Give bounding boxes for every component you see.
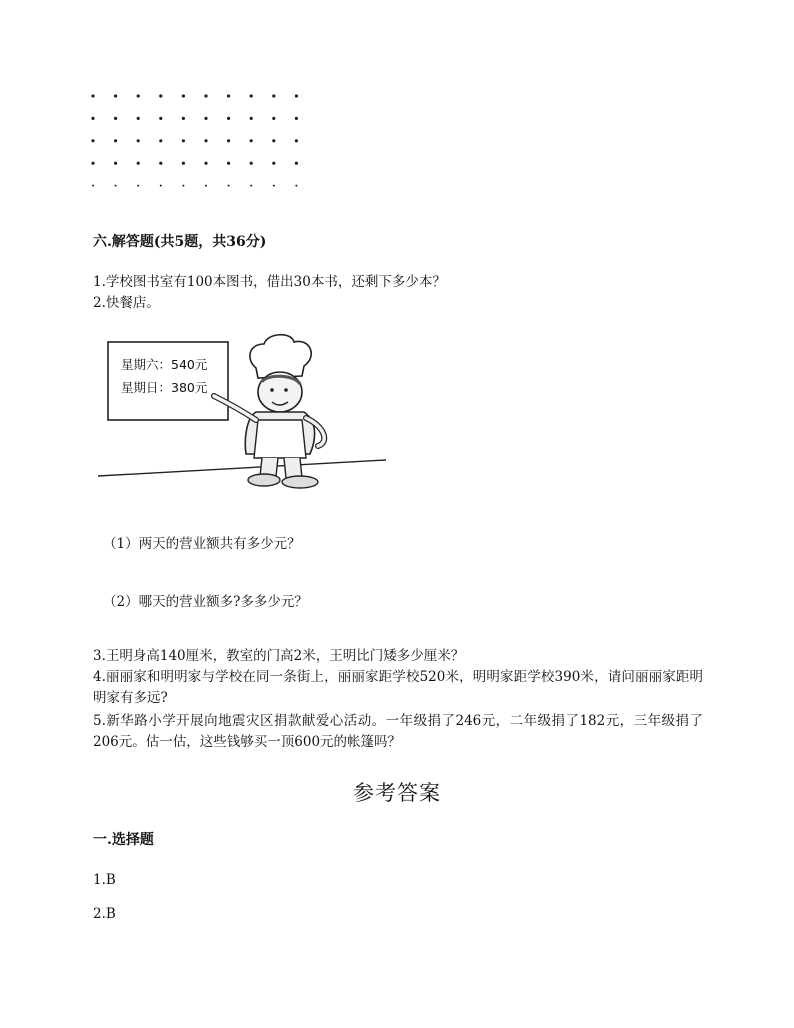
answer-key-title: 参考答案 — [353, 781, 441, 805]
grid-dot — [250, 94, 253, 97]
grid-dot — [137, 94, 140, 97]
grid-dot — [250, 185, 252, 187]
question-5: 5.新华路小学开展向地震灾区捐款献爱心活动。一年级捐了246元，二年级捐了182元，三年级捐了206元。估一估，这些钱够买一顶600元的帐篷吗？ — [93, 713, 703, 750]
grid-dot — [114, 139, 117, 142]
grid-dot — [137, 139, 140, 142]
grid-dot — [159, 94, 162, 97]
grid-dot — [295, 139, 298, 142]
question-4: 4.丽丽家和明明家与学校在同一条街上，丽丽家距学校520米，明明家距学校390米，请问丽丽家距明明家有多远? — [93, 669, 703, 706]
sign-line-saturday: 星期六：540元 — [121, 357, 208, 372]
grid-dot — [182, 139, 185, 142]
grid-dot — [92, 185, 94, 187]
grid-dot — [159, 117, 162, 120]
grid-dot — [295, 185, 297, 187]
grid-dot — [227, 139, 230, 142]
grid-dot — [227, 117, 230, 120]
grid-dot — [114, 162, 117, 165]
grid-dot — [114, 94, 117, 97]
grid-dot — [204, 117, 207, 120]
floor-line — [98, 460, 386, 476]
grid-dot — [272, 94, 275, 97]
grid-dot — [182, 162, 185, 165]
answer-section-title: 一.选择题 — [93, 832, 154, 848]
grid-dot — [137, 117, 140, 120]
grid-dot — [91, 94, 94, 97]
grid-dot — [91, 162, 94, 165]
grid-dot — [91, 117, 94, 120]
grid-dot — [160, 185, 162, 187]
question-2-sub-1: （1）两天的营业额共有多少元？ — [103, 536, 301, 552]
grid-dot — [273, 185, 275, 187]
grid-dot — [182, 117, 185, 120]
grid-dot — [272, 117, 275, 120]
question-3: 3.王明身高140厘米，教室的门高2米，王明比门矮多少厘米？ — [93, 648, 465, 664]
grid-dot — [272, 139, 275, 142]
grid-dot — [250, 117, 253, 120]
grid-dot — [250, 139, 253, 142]
grid-dot — [295, 117, 298, 120]
grid-dot — [250, 162, 253, 165]
answer-2: 2.B — [93, 906, 116, 922]
dot-grid — [88, 92, 302, 194]
grid-dot — [295, 162, 298, 165]
answer-1: 1.B — [93, 872, 116, 888]
grid-dot — [114, 117, 117, 120]
question-2-sub-2: （2）哪天的营业额多?多多少元？ — [103, 594, 308, 610]
grid-dot — [228, 185, 230, 187]
grid-dot — [137, 185, 139, 187]
grid-dot — [91, 139, 94, 142]
grid-dot — [204, 94, 207, 97]
sign-line-sunday: 星期日：380元 — [121, 380, 208, 395]
grid-dot — [137, 162, 140, 165]
question-2: 2.快餐店。 — [93, 295, 160, 311]
grid-dot — [205, 185, 207, 187]
grid-dot — [115, 185, 117, 187]
grid-dot — [159, 139, 162, 142]
chef-apron — [254, 420, 306, 458]
grid-dot — [272, 162, 275, 165]
grid-dot — [204, 139, 207, 142]
grid-dot — [227, 162, 230, 165]
grid-dot — [227, 94, 230, 97]
grid-dot — [182, 94, 185, 97]
section-title: 六.解答题(共5题，共36分) — [93, 234, 267, 250]
question-1: 1.学校图书室有100本图书，借出30本书，还剩下多少本？ — [93, 274, 446, 290]
grid-dot — [204, 162, 207, 165]
grid-dot — [295, 94, 298, 97]
grid-dot — [159, 162, 162, 165]
grid-dot — [182, 185, 184, 187]
